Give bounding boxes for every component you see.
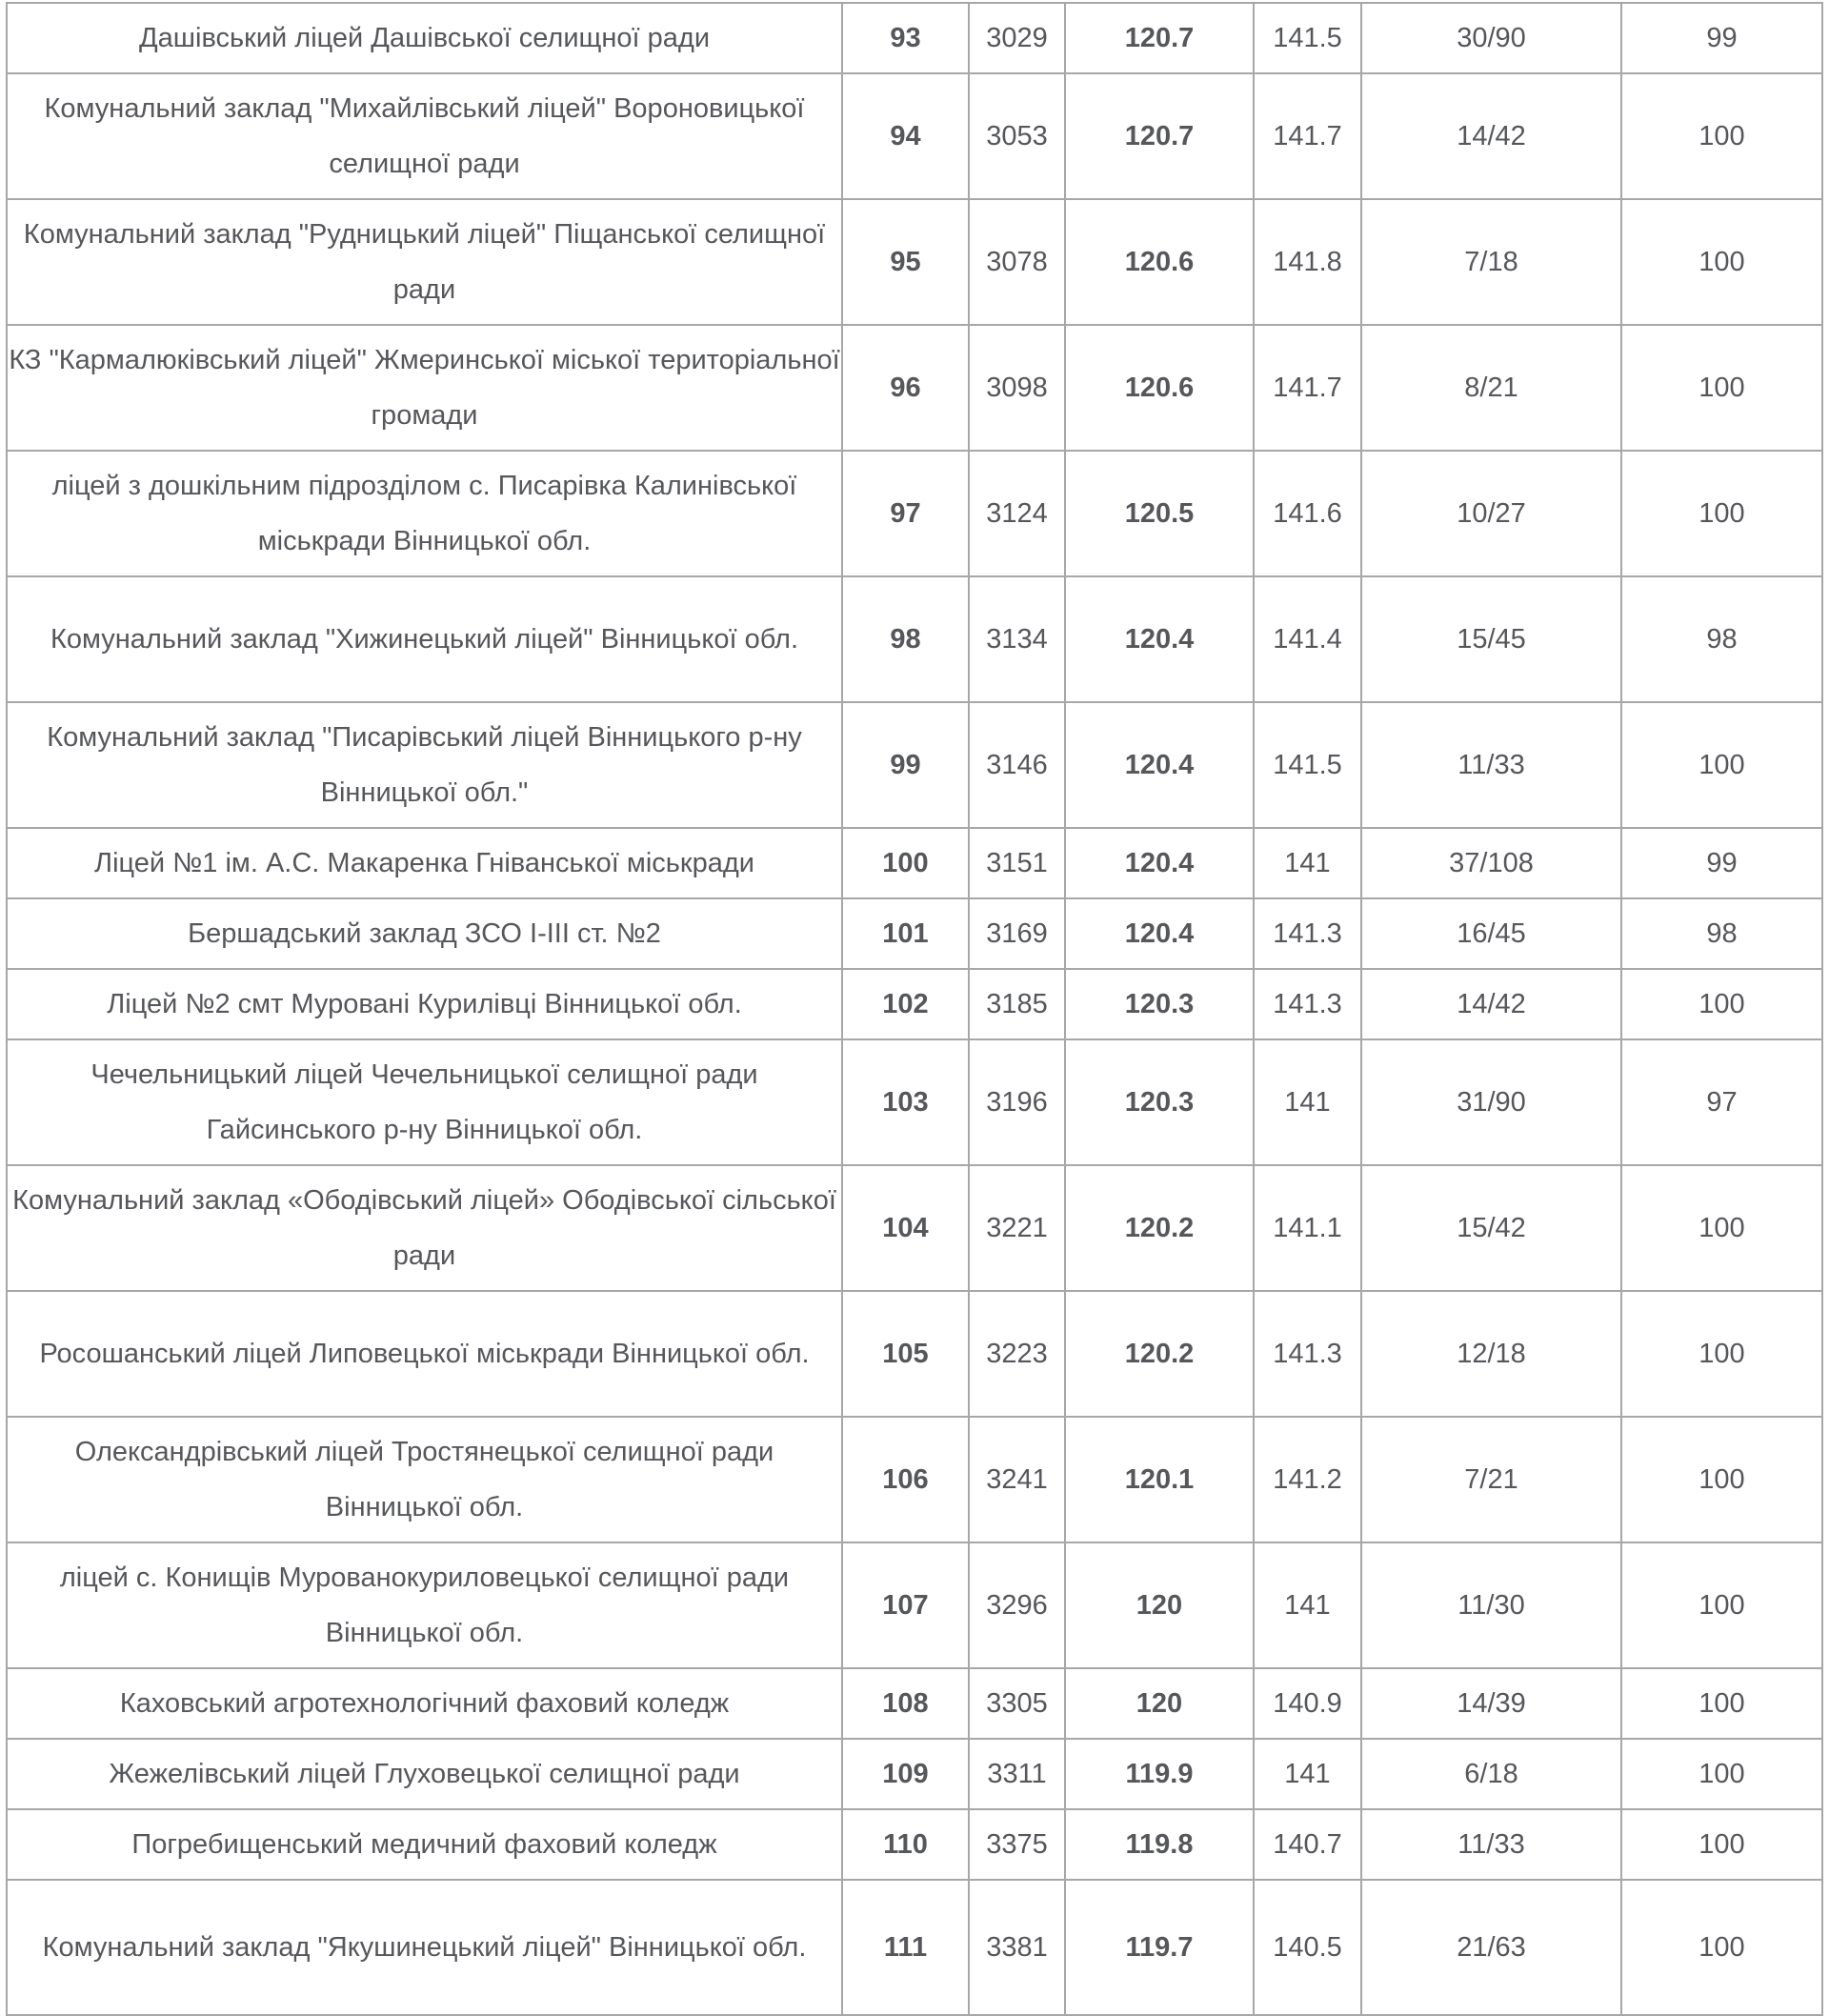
ratio-cell: 14/39 [1361, 1668, 1621, 1739]
secondary-score-cell: 141.5 [1254, 702, 1361, 828]
ratio-cell: 11/33 [1361, 702, 1621, 828]
secondary-score-cell: 141.3 [1254, 969, 1361, 1039]
secondary-score-cell: 141.3 [1254, 898, 1361, 969]
rank-cell: 110 [842, 1809, 969, 1880]
school-name-cell: Бершадський заклад ЗСО І-ІІІ ст. №2 [7, 898, 842, 969]
secondary-score-cell: 140.9 [1254, 1668, 1361, 1739]
score-cell: 120.2 [1065, 1291, 1254, 1417]
ratio-cell: 16/45 [1361, 898, 1621, 969]
rank-cell: 101 [842, 898, 969, 969]
score-cell: 120.7 [1065, 73, 1254, 199]
percent-cell: 100 [1621, 1542, 1822, 1668]
percent-cell: 100 [1621, 1668, 1822, 1739]
ratio-cell: 14/42 [1361, 969, 1621, 1039]
score-cell: 120 [1065, 1668, 1254, 1739]
school-name-cell: Ліцей №1 ім. А.С. Макаренка Гніванської міськради [7, 828, 842, 898]
table-row [7, 1739, 1822, 1809]
id-cell: 3311 [969, 1739, 1065, 1809]
score-cell: 120.6 [1065, 199, 1254, 325]
ratio-cell: 14/42 [1361, 73, 1621, 199]
secondary-score-cell: 141.5 [1254, 3, 1361, 73]
id-cell: 3296 [969, 1542, 1065, 1668]
score-cell: 120.3 [1065, 1039, 1254, 1165]
school-name-cell: Чечельницький ліцей Чечельницької селищної ради Гайсинського р-ну Вінницької обл. [7, 1039, 842, 1165]
id-cell: 3029 [969, 3, 1065, 73]
id-cell: 3241 [969, 1417, 1065, 1542]
table-row [7, 73, 1822, 199]
ratio-cell: 8/21 [1361, 325, 1621, 451]
id-cell: 3381 [969, 1880, 1065, 2015]
rank-cell: 94 [842, 73, 969, 199]
table-row [7, 1165, 1822, 1291]
id-cell: 3196 [969, 1039, 1065, 1165]
percent-cell: 100 [1621, 969, 1822, 1039]
secondary-score-cell: 141.2 [1254, 1417, 1361, 1542]
score-cell: 120.4 [1065, 898, 1254, 969]
secondary-score-cell: 141.4 [1254, 576, 1361, 702]
secondary-score-cell: 141.3 [1254, 1291, 1361, 1417]
table-row [7, 1542, 1822, 1668]
school-name-cell: Погребищенський медичний фаховий коледж [7, 1809, 842, 1880]
table-row [7, 451, 1822, 576]
table-row [7, 1417, 1822, 1542]
table-row [7, 1809, 1822, 1880]
school-name-cell: Олександрівський ліцей Тростянецької селищної ради Вінницької обл. [7, 1417, 842, 1542]
rank-cell: 103 [842, 1039, 969, 1165]
percent-cell: 100 [1621, 325, 1822, 451]
percent-cell: 100 [1621, 199, 1822, 325]
rank-cell: 104 [842, 1165, 969, 1291]
id-cell: 3223 [969, 1291, 1065, 1417]
ratio-cell: 10/27 [1361, 451, 1621, 576]
school-name-cell: Комунальний заклад "Писарівський ліцей Вінницького р-ну Вінницької обл." [7, 702, 842, 828]
score-cell: 120.1 [1065, 1417, 1254, 1542]
score-cell: 119.9 [1065, 1739, 1254, 1809]
id-cell: 3185 [969, 969, 1065, 1039]
percent-cell: 99 [1621, 3, 1822, 73]
ratio-cell: 11/33 [1361, 1809, 1621, 1880]
percent-cell: 100 [1621, 73, 1822, 199]
id-cell: 3124 [969, 451, 1065, 576]
rank-cell: 97 [842, 451, 969, 576]
table-row [7, 199, 1822, 325]
school-name-cell: Комунальний заклад "Якушинецький ліцей" Вінницької обл. [7, 1880, 842, 2015]
rank-cell: 106 [842, 1417, 969, 1542]
ratio-cell: 12/18 [1361, 1291, 1621, 1417]
secondary-score-cell: 141 [1254, 1039, 1361, 1165]
score-cell: 119.8 [1065, 1809, 1254, 1880]
id-cell: 3053 [969, 73, 1065, 199]
table-row [7, 702, 1822, 828]
secondary-score-cell: 141 [1254, 1739, 1361, 1809]
table-row [7, 325, 1822, 451]
percent-cell: 100 [1621, 1291, 1822, 1417]
rank-cell: 99 [842, 702, 969, 828]
rank-cell: 93 [842, 3, 969, 73]
school-name-cell: Росошанський ліцей Липовецької міськради Вінницької обл. [7, 1291, 842, 1417]
secondary-score-cell: 141 [1254, 1542, 1361, 1668]
secondary-score-cell: 141.8 [1254, 199, 1361, 325]
table-row [7, 828, 1822, 898]
rank-cell: 108 [842, 1668, 969, 1739]
id-cell: 3098 [969, 325, 1065, 451]
table-row [7, 1291, 1822, 1417]
rank-cell: 105 [842, 1291, 969, 1417]
ratio-cell: 15/45 [1361, 576, 1621, 702]
ratio-cell: 11/30 [1361, 1542, 1621, 1668]
rank-cell: 98 [842, 576, 969, 702]
score-cell: 120.7 [1065, 3, 1254, 73]
table-row [7, 898, 1822, 969]
rank-cell: 109 [842, 1739, 969, 1809]
id-cell: 3169 [969, 898, 1065, 969]
table-row [7, 3, 1822, 73]
school-name-cell: Комунальний заклад "Хижинецький ліцей" Вінницької обл. [7, 576, 842, 702]
table-row [7, 969, 1822, 1039]
score-cell: 120.5 [1065, 451, 1254, 576]
percent-cell: 100 [1621, 1739, 1822, 1809]
percent-cell: 100 [1621, 1417, 1822, 1542]
id-cell: 3221 [969, 1165, 1065, 1291]
score-cell: 120.6 [1065, 325, 1254, 451]
school-name-cell: Дашівський ліцей Дашівської селищної ради [7, 3, 842, 73]
secondary-score-cell: 141.7 [1254, 73, 1361, 199]
ratio-cell: 31/90 [1361, 1039, 1621, 1165]
score-cell: 120 [1065, 1542, 1254, 1668]
percent-cell: 100 [1621, 1809, 1822, 1880]
school-name-cell: ліцей з дошкільним підрозділом с. Писарівка Калинівської міськради Вінницької обл. [7, 451, 842, 576]
id-cell: 3146 [969, 702, 1065, 828]
ratio-cell: 7/18 [1361, 199, 1621, 325]
secondary-score-cell: 141.6 [1254, 451, 1361, 576]
rank-cell: 95 [842, 199, 969, 325]
school-name-cell: Ліцей №2 смт Муровані Курилівці Вінницької обл. [7, 969, 842, 1039]
school-name-cell: Комунальний заклад «Ободівський ліцей» Ободівської сільської ради [7, 1165, 842, 1291]
percent-cell: 100 [1621, 1880, 1822, 2015]
school-name-cell: Каховський агротехнологічний фаховий коледж [7, 1668, 842, 1739]
school-name-cell: КЗ "Кармалюківський ліцей" Жмеринської міської територіальної громади [7, 325, 842, 451]
secondary-score-cell: 140.5 [1254, 1880, 1361, 2015]
rank-cell: 100 [842, 828, 969, 898]
ratio-cell: 30/90 [1361, 3, 1621, 73]
score-cell: 120.4 [1065, 828, 1254, 898]
secondary-score-cell: 140.7 [1254, 1809, 1361, 1880]
rank-cell: 111 [842, 1880, 969, 2015]
ratio-cell: 15/42 [1361, 1165, 1621, 1291]
score-cell: 119.7 [1065, 1880, 1254, 2015]
ratio-cell: 7/21 [1361, 1417, 1621, 1542]
secondary-score-cell: 141.7 [1254, 325, 1361, 451]
percent-cell: 100 [1621, 702, 1822, 828]
table-row [7, 1039, 1822, 1165]
table-row [7, 1880, 1822, 2015]
table-row [7, 576, 1822, 702]
score-cell: 120.2 [1065, 1165, 1254, 1291]
school-name-cell: ліцей с. Конищів Мурованокуриловецької селищної ради Вінницької обл. [7, 1542, 842, 1668]
percent-cell: 98 [1621, 576, 1822, 702]
id-cell: 3134 [969, 576, 1065, 702]
school-name-cell: Жежелівський ліцей Глуховецької селищної ради [7, 1739, 842, 1809]
percent-cell: 100 [1621, 1165, 1822, 1291]
score-cell: 120.4 [1065, 702, 1254, 828]
id-cell: 3305 [969, 1668, 1065, 1739]
school-name-cell: Комунальний заклад "Михайлівський ліцей" Вороновицької селищної ради [7, 73, 842, 199]
percent-cell: 100 [1621, 451, 1822, 576]
rank-cell: 107 [842, 1542, 969, 1668]
ratio-cell: 6/18 [1361, 1739, 1621, 1809]
rank-cell: 96 [842, 325, 969, 451]
table-body [7, 3, 1822, 2015]
school-rankings-table [6, 2, 1823, 2016]
id-cell: 3078 [969, 199, 1065, 325]
school-name-cell: Комунальний заклад "Рудницький ліцей" Піщанської селищної ради [7, 199, 842, 325]
percent-cell: 99 [1621, 828, 1822, 898]
percent-cell: 98 [1621, 898, 1822, 969]
secondary-score-cell: 141 [1254, 828, 1361, 898]
percent-cell: 97 [1621, 1039, 1822, 1165]
rank-cell: 102 [842, 969, 969, 1039]
score-cell: 120.3 [1065, 969, 1254, 1039]
secondary-score-cell: 141.1 [1254, 1165, 1361, 1291]
id-cell: 3151 [969, 828, 1065, 898]
ratio-cell: 21/63 [1361, 1880, 1621, 2015]
table-row [7, 1668, 1822, 1739]
ratio-cell: 37/108 [1361, 828, 1621, 898]
score-cell: 120.4 [1065, 576, 1254, 702]
id-cell: 3375 [969, 1809, 1065, 1880]
